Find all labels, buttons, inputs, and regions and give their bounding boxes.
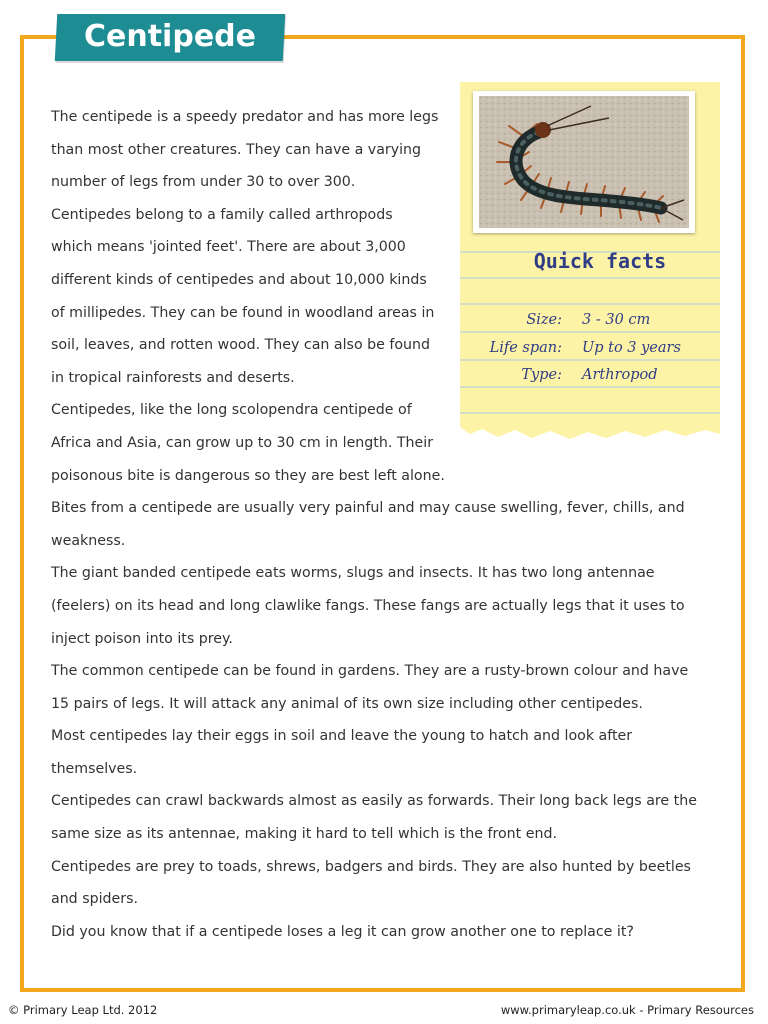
body-line: same size as its antennae, making it hard to tell which is the front end. — [51, 826, 557, 843]
body-line: 15 pairs of legs. It will attack any animal of its own size including other centipedes. — [51, 695, 643, 712]
body-line: Centipedes are prey to toads, shrews, badgers and birds. They are also hunted by beetles — [51, 858, 691, 875]
body-line: weakness. — [51, 532, 126, 549]
copyright-notice: © Primary Leap Ltd. 2012 — [8, 1003, 158, 1017]
body-line: which means 'jointed feet'. There are about 3,000 — [51, 239, 406, 256]
body-line: than most other creatures. They can have a varying — [51, 141, 422, 158]
lifespan-value: Up to 3 years — [582, 340, 681, 356]
website-link[interactable]: www.primaryleap.co.uk - Primary Resources — [500, 1003, 754, 1017]
body-line: (feelers) on its head and long clawlike fangs. These fangs are actually legs that it uses to — [51, 597, 685, 614]
article-body — [51, 101, 697, 948]
body-line: different kinds of centipedes and about 10,000 kinds — [51, 271, 427, 288]
body-line: Most centipedes lay their eggs in soil and leave the young to hatch and look after — [51, 728, 633, 745]
lifespan-label: Life span: — [489, 340, 562, 356]
body-line: in tropical rainforests and deserts. — [51, 369, 295, 386]
body-line: The centipede is a speedy predator and has more legs — [51, 109, 439, 125]
body-line: and spiders. — [51, 891, 139, 908]
body-line: soil, leaves, and rotten wood. They can also be found — [51, 337, 431, 354]
size-value: 3 - 30 cm — [582, 312, 651, 328]
body-line: Centipedes belong to a family called arthropods — [51, 206, 393, 223]
body-line: themselves. — [51, 760, 138, 777]
body-line: Bites from a centipede are usually very painful and may cause swelling, fever, chills, and — [51, 500, 685, 517]
body-line: Africa and Asia, can grow up to 30 cm in length. Their — [51, 434, 434, 451]
type-value: Arthropod — [582, 367, 658, 383]
body-line: inject poison into its prey. — [51, 630, 233, 647]
body-line: The giant banded centipede eats worms, slugs and insects. It has two long antennae — [51, 565, 655, 582]
body-line: number of legs from under 30 to over 300. — [51, 174, 356, 191]
body-line: poisonous bite is dangerous so they are best left alone. — [51, 467, 445, 484]
page-title: Centipede — [84, 19, 256, 54]
size-label: Size: — [526, 312, 562, 328]
body-line: Did you know that if a centipede loses a leg it can grow another one to replace it? — [51, 923, 634, 940]
body-line: Centipedes, like the long scolopendra centipede of — [51, 402, 412, 419]
body-line: of millipedes. They can be found in woodland areas in — [51, 304, 435, 321]
body-line: Centipedes can crawl backwards almost as easily as forwards. Their long back legs are the — [51, 793, 697, 810]
quick-facts-heading: Quick facts — [533, 249, 667, 273]
body-line: The common centipede can be found in gardens. They are a rusty-brown colour and have — [51, 663, 689, 680]
type-label: Type: — [521, 367, 562, 383]
